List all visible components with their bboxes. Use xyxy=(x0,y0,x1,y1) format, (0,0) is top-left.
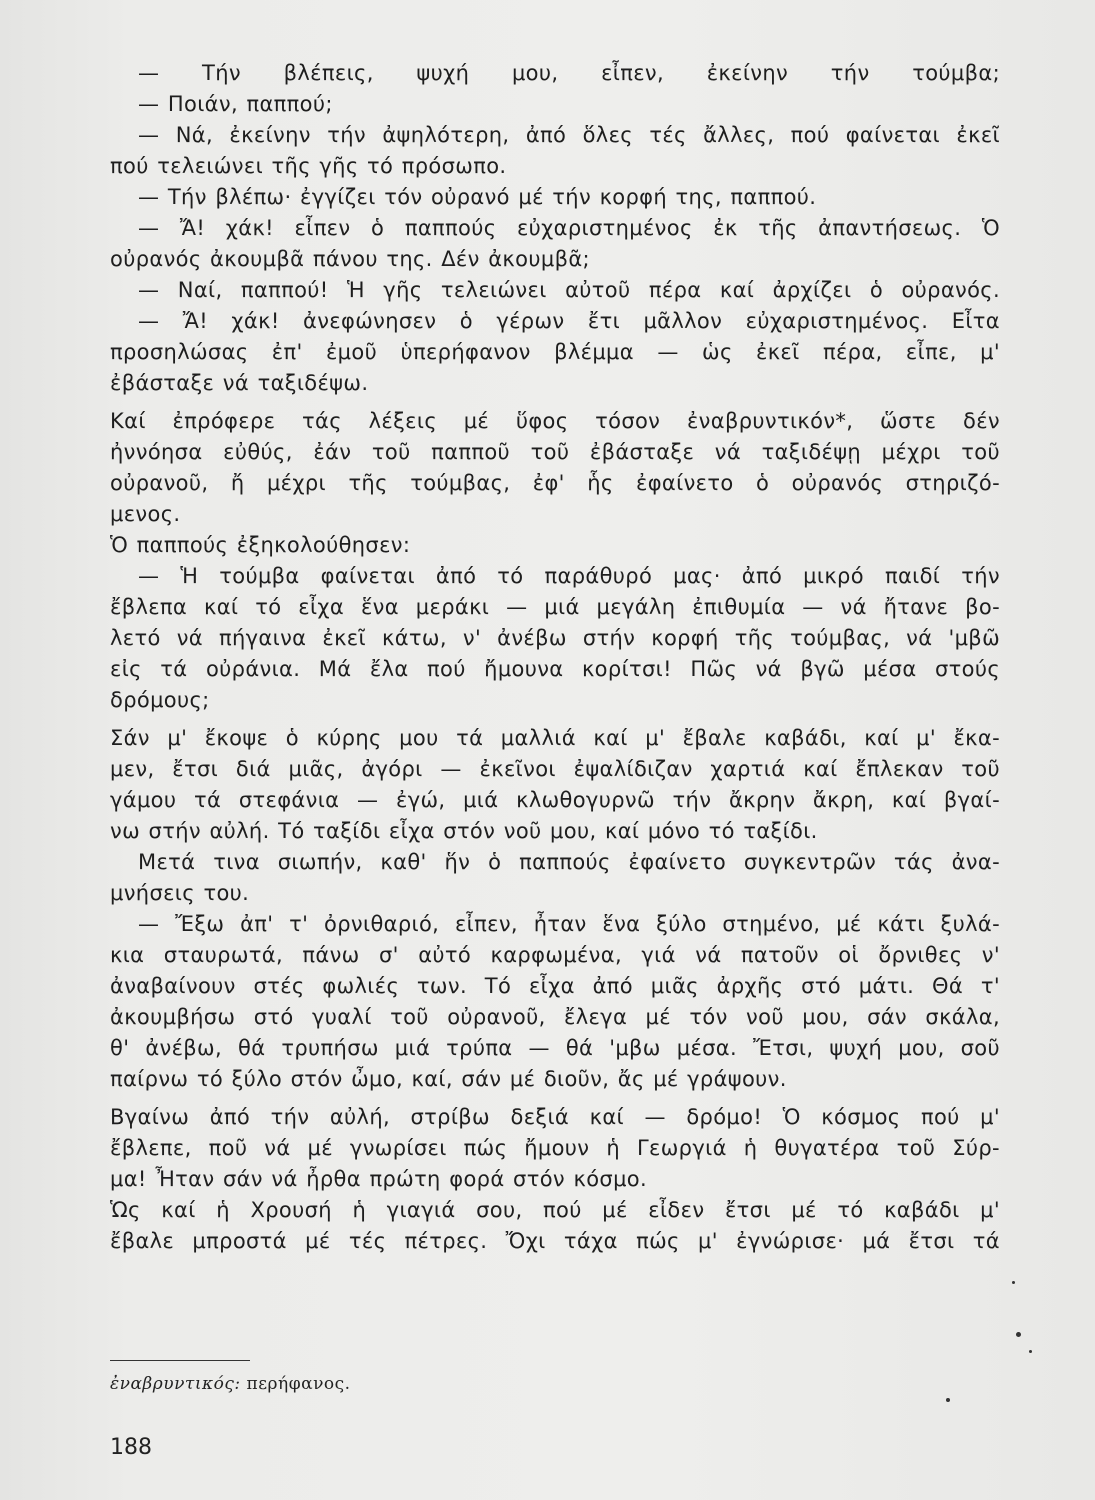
text-line: γάμου τά στεφάνια — ἐγώ, μιά κλωθογυρνῶ τήν ἄκρην ἄκρη, καί βγαί- xyxy=(110,788,1000,812)
text-line: — Ἔξω ἀπ' τ' ὀρνιθαριό, εἶπεν, ἦταν ἕνα ξύλο στημένο, μέ κάτι ξυλά- xyxy=(138,912,1000,936)
text-line: ἔβλεπα καί τό εἶχα ἕνα μεράκι — μιά μεγάλη ἐπιθυμία — νά ἤτανε βο- xyxy=(110,595,1000,619)
ink-speck xyxy=(1012,1281,1015,1284)
text-line: δρόμους; xyxy=(110,688,210,712)
text-line: ἀκουμβήσω στό γυαλί τοῦ οὐρανοῦ, ἔλεγα μέ τόν νοῦ μου, σάν σκάλα, xyxy=(110,1005,1000,1029)
text-line: παίρνω τό ξύλο στόν ὦμο, καί, σάν μέ διοῦν, ἄς μέ γράψουν. xyxy=(110,1067,787,1091)
text-line: — Ἄ! χάκ! ἀνεφώνησεν ὁ γέρων ἔτι μᾶλλον εὐχαριστημένος. Εἶτα xyxy=(138,309,1000,333)
text-line: Βγαίνω ἀπό τήν αὐλή, στρίβω δεξιά καί — δρόμο! Ὁ κόσμος πού μ' xyxy=(110,1105,1000,1129)
text-line: νω στήν αὐλή. Τό ταξίδι εἶχα στόν νοῦ μου, καί μόνο τό ταξίδι. xyxy=(110,819,818,843)
text-line: Σάν μ' ἔκοψε ὁ κύρης μου τά μαλλιά καί μ' ἔβαλε καβάδι, καί μ' ἔκα- xyxy=(110,726,1000,750)
footnote-divider xyxy=(110,1360,250,1361)
text-line: οὐρανοῦ, ἤ μέχρι τῆς τούμβας, ἐφ' ἧς ἐφαίνετο ὁ οὐρανός στηριζό- xyxy=(110,471,1000,495)
text-line: Ὡς καί ἡ Χρουσή ἡ γιαγιά σου, πού μέ εἶδεν ἔτσι μέ τό καβάδι μ' xyxy=(110,1198,1000,1222)
text-line: Καί ἐπρόφερε τάς λέξεις μέ ὕφος τόσον ἐναβρυντικόν*, ὥστε δέν xyxy=(110,409,1000,433)
text-line: ἠννόησα εὐθύς, ἐάν τοῦ παπποῦ τοῦ ἐβάσταξε νά ταξιδέψῃ μέχρι τοῦ xyxy=(110,440,1000,464)
text-line: ἐβάσταξε νά ταξιδέψω. xyxy=(110,371,369,395)
body-text xyxy=(110,58,1000,1257)
text-line: Μετά τινα σιωπήν, καθ' ἥν ὁ παππούς ἐφαίνετο συγκεντρῶν τάς ἀνα- xyxy=(138,850,1000,874)
text-line: — Τήν βλέπω· ἐγγίζει τόν οὐρανό μέ τήν κορφή της, παππού. xyxy=(138,185,817,209)
footnote-term: ἐναβρυντικός: xyxy=(110,1374,241,1394)
page-number: 188 xyxy=(110,1435,152,1460)
text-line: κια σταυρωτά, πάνω σ' αὐτό καρφωμένα, γιά νά πατοῦν οἱ ὄρνιθες ν' xyxy=(110,943,1000,967)
text-line: μνήσεις του. xyxy=(110,881,250,905)
text-line: ἀναβαίνουν στές φωλιές των. Τό εἶχα ἀπό μιᾶς ἀρχῆς στό μάτι. Θά τ' xyxy=(110,974,1000,998)
text-line: πού τελειώνει τῆς γῆς τό πρόσωπο. xyxy=(110,154,507,178)
text-line: θ' ἀνέβω, θά τρυπήσω μιά τρύπα — θά 'μβω μέσα. Ἔτσι, ψυχή μου, σοῦ xyxy=(110,1036,1000,1060)
ink-speck xyxy=(1029,1350,1032,1353)
ink-speck xyxy=(946,1398,950,1402)
text-line: — Νά, ἐκείνην τήν ἀψηλότερη, ἀπό ὅλες τές ἄλλες, πού φαίνεται ἐκεῖ xyxy=(138,123,1000,147)
text-line: οὐρανός ἀκουμβᾶ πάνου της. Δέν ἀκουμβᾶ; xyxy=(110,247,590,271)
text-line: εἰς τά οὐράνια. Μά ἔλα πού ἤμουνα κορίτσι! Πῶς νά βγῶ μέσα στούς xyxy=(110,657,1000,681)
text-line: λετό νά πήγαινα ἐκεῖ κάτω, ν' ἀνέβω στήν κορφή τῆς τούμβας, νά 'μβῶ xyxy=(110,626,1000,650)
text-line: — Ἄ! χάκ! εἶπεν ὁ παππούς εὐχαριστημένος ἐκ τῆς ἀπαντήσεως. Ὁ xyxy=(138,216,1000,240)
text-line: — Ποιάν, παππού; xyxy=(138,92,333,116)
text-line: — Τήν βλέπεις, ψυχή μου, εἶπεν, ἐκείνην τήν τούμβα; xyxy=(138,61,1000,85)
text-line: μα! Ἦταν σάν νά ἦρθα πρώτη φορά στόν κόσμο. xyxy=(110,1167,648,1191)
text-line: ἔβαλε μπροστά μέ τές πέτρες. Ὄχι τάχα πώς μ' ἐγνώρισε· μά ἔτσι τά xyxy=(110,1229,1000,1253)
text-line: προσηλώσας ἐπ' ἐμοῦ ὑπερήφανον βλέμμα — ὡς ἐκεῖ πέρα, εἶπε, μ' xyxy=(110,340,1000,364)
text-line: μενος. xyxy=(110,502,181,526)
text-line: — Ναί, παππού! Ἡ γῆς τελειώνει αὐτοῦ πέρα καί ἀρχίζει ὁ οὐρανός. xyxy=(138,278,1000,302)
text-line: ἔβλεπε, ποῦ νά μέ γνωρίσει πώς ἤμουν ἡ Γεωργιά ἡ θυγατέρα τοῦ Σύρ- xyxy=(110,1136,1000,1160)
text-line: Ὁ παππούς ἐξηκολούθησεν: xyxy=(110,533,411,557)
footnote xyxy=(110,1374,351,1394)
text-line: — Ἡ τούμβα φαίνεται ἀπό τό παράθυρό μας· ἀπό μικρό παιδί τήν xyxy=(138,564,1000,588)
ink-speck xyxy=(1016,1332,1021,1337)
text-line: μεν, ἔτσι διά μιᾶς, ἀγόρι — ἐκεῖνοι ἐψαλίδιζαν χαρτιά καί ἔπλεκαν τοῦ xyxy=(110,757,1000,781)
footnote-definition: περήφανος. xyxy=(246,1374,351,1394)
